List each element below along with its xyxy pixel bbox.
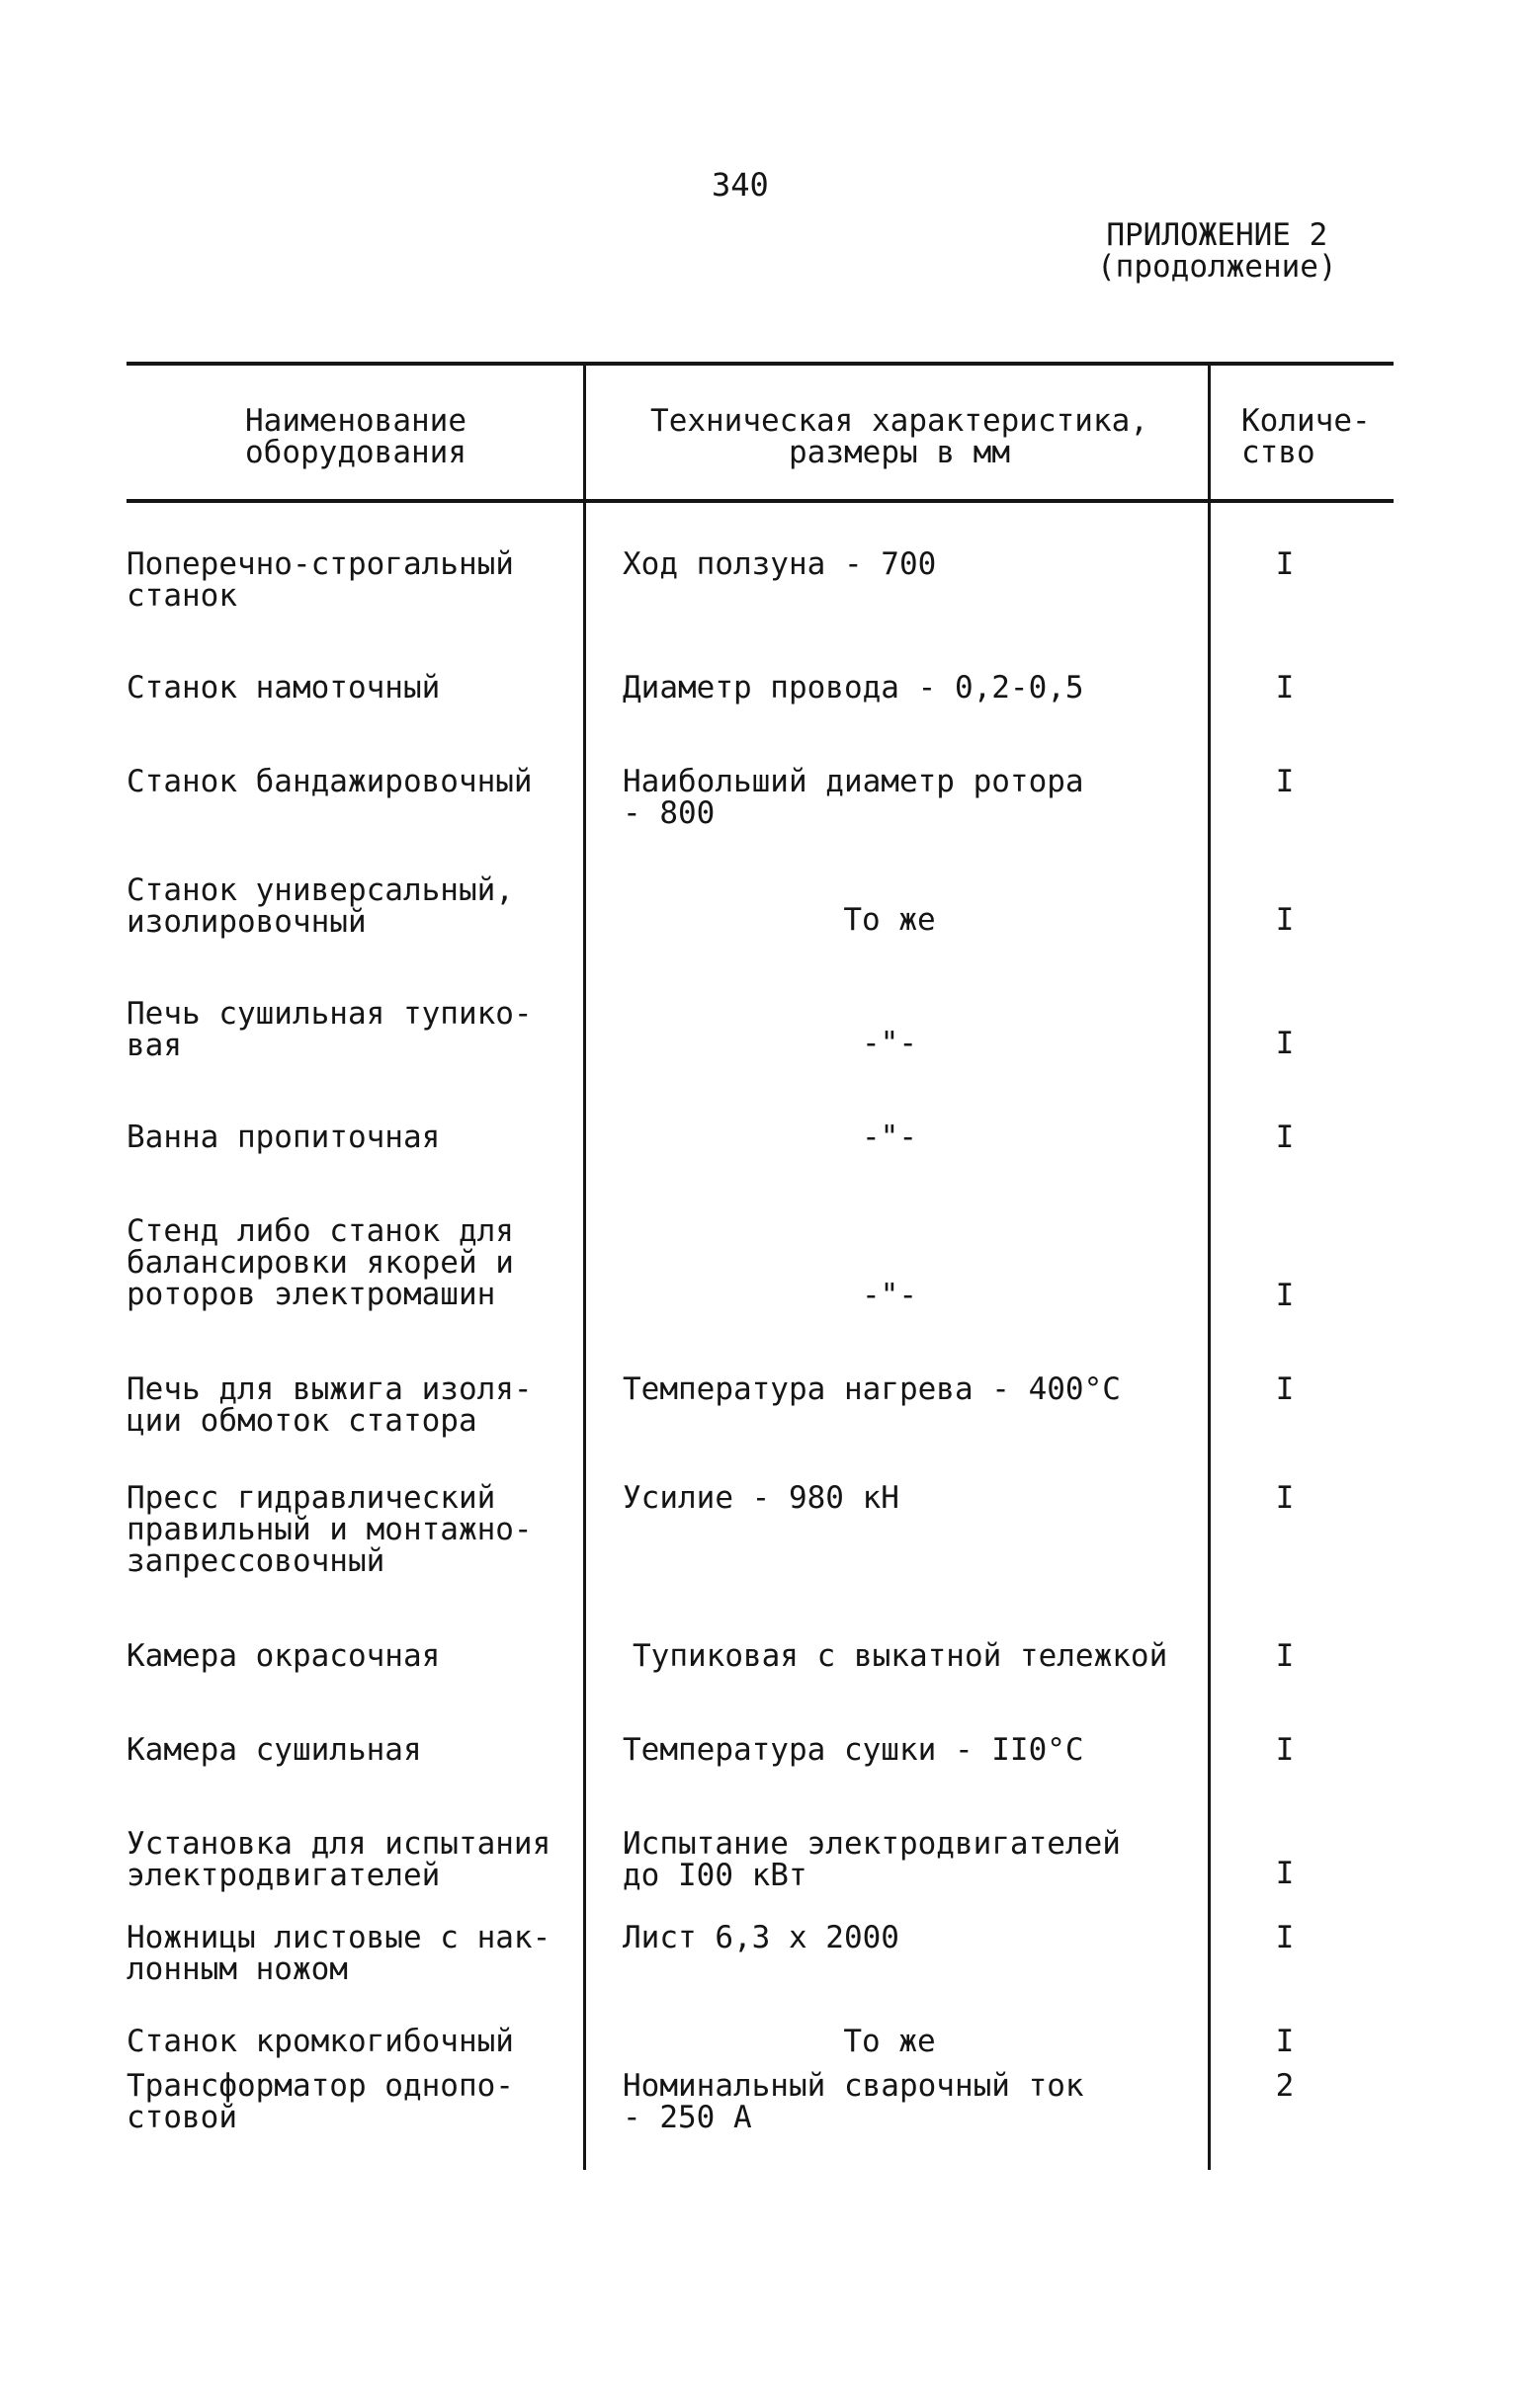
row-spec: Усилие - 980 кН <box>623 1480 899 1516</box>
row-qty: I <box>1275 1732 1295 1768</box>
header-name: Наименование оборудования <box>245 403 466 470</box>
row-spec: То же <box>843 902 936 938</box>
row-qty: I <box>1275 670 1295 706</box>
table-top-rule <box>127 362 1394 366</box>
row-name: Установка для испытания электродвигателей <box>127 1826 551 1893</box>
row-name: Стенд либо станок для балансировки якорей и роторов электромашин <box>127 1213 514 1312</box>
header-bottom-rule <box>127 499 1394 503</box>
appendix-subtitle: (продолжение) <box>1097 249 1337 285</box>
row-spec: Ход ползуна - 700 <box>623 546 937 582</box>
row-name: Станок кромкогибочный <box>127 2024 514 2059</box>
row-spec: То же <box>843 2024 936 2059</box>
row-spec: Наибольший диаметр ротора - 800 <box>623 764 1084 831</box>
row-qty: I <box>1275 1278 1295 1313</box>
row-name: Ножницы листовые с нак- лонным ножом <box>127 1920 551 1987</box>
row-qty: I <box>1275 1856 1295 1891</box>
row-spec: Температура сушки - II0°С <box>623 1732 1084 1768</box>
row-spec: Тупиковая с выкатной тележкой <box>633 1638 1168 1674</box>
header-qty: Количе- ство <box>1241 403 1371 470</box>
row-spec: Температура нагрева - 400°С <box>623 1371 1121 1407</box>
row-name: Станок бандажировочный <box>127 764 533 799</box>
row-name: Трансформатор однопо- стовой <box>127 2068 514 2135</box>
row-name: Печь для выжига изоля- ции обмоток статора <box>127 1371 533 1439</box>
row-name: Ванна пропиточная <box>127 1120 441 1155</box>
row-spec: Испытание электродвигателей до I00 кВт <box>623 1826 1121 1893</box>
row-qty: I <box>1275 1480 1295 1516</box>
row-spec: -"- <box>862 1026 917 1061</box>
row-qty: I <box>1275 1120 1295 1155</box>
row-qty: 2 <box>1275 2068 1295 2104</box>
row-spec: -"- <box>862 1120 917 1155</box>
row-qty: I <box>1275 2024 1295 2059</box>
row-qty: I <box>1275 902 1295 938</box>
row-name: Поперечно-строгальный станок <box>127 546 514 614</box>
row-qty: I <box>1275 1920 1295 1955</box>
row-qty: I <box>1275 546 1295 582</box>
page-number: 340 <box>712 166 769 204</box>
row-name: Камера окрасочная <box>127 1638 441 1674</box>
column-divider-2 <box>1208 362 1211 2170</box>
row-qty: I <box>1275 764 1295 799</box>
row-name: Станок универсальный, изолировочный <box>127 872 514 940</box>
row-name: Пресс гидравлический правильный и монтажно- запрессовочный <box>127 1480 533 1579</box>
row-name: Станок намоточный <box>127 670 441 706</box>
row-name: Печь сушильная тупико- вая <box>127 996 533 1063</box>
appendix-title: ПРИЛОЖЕНИЕ 2 <box>1106 217 1328 253</box>
row-spec: Номинальный сварочный ток - 250 А <box>623 2068 1084 2135</box>
row-name: Камера сушильная <box>127 1732 422 1768</box>
row-qty: I <box>1275 1026 1295 1061</box>
row-qty: I <box>1275 1638 1295 1674</box>
row-spec: Лист 6,3 x 2000 <box>623 1920 899 1955</box>
row-qty: I <box>1275 1371 1295 1407</box>
row-spec: Диаметр провода - 0,2-0,5 <box>623 670 1084 706</box>
appendix-heading <box>1097 219 1337 283</box>
row-spec: -"- <box>862 1278 917 1313</box>
column-divider-1 <box>583 362 586 2170</box>
header-spec: Техническая характеристика, размеры в мм <box>650 403 1148 470</box>
